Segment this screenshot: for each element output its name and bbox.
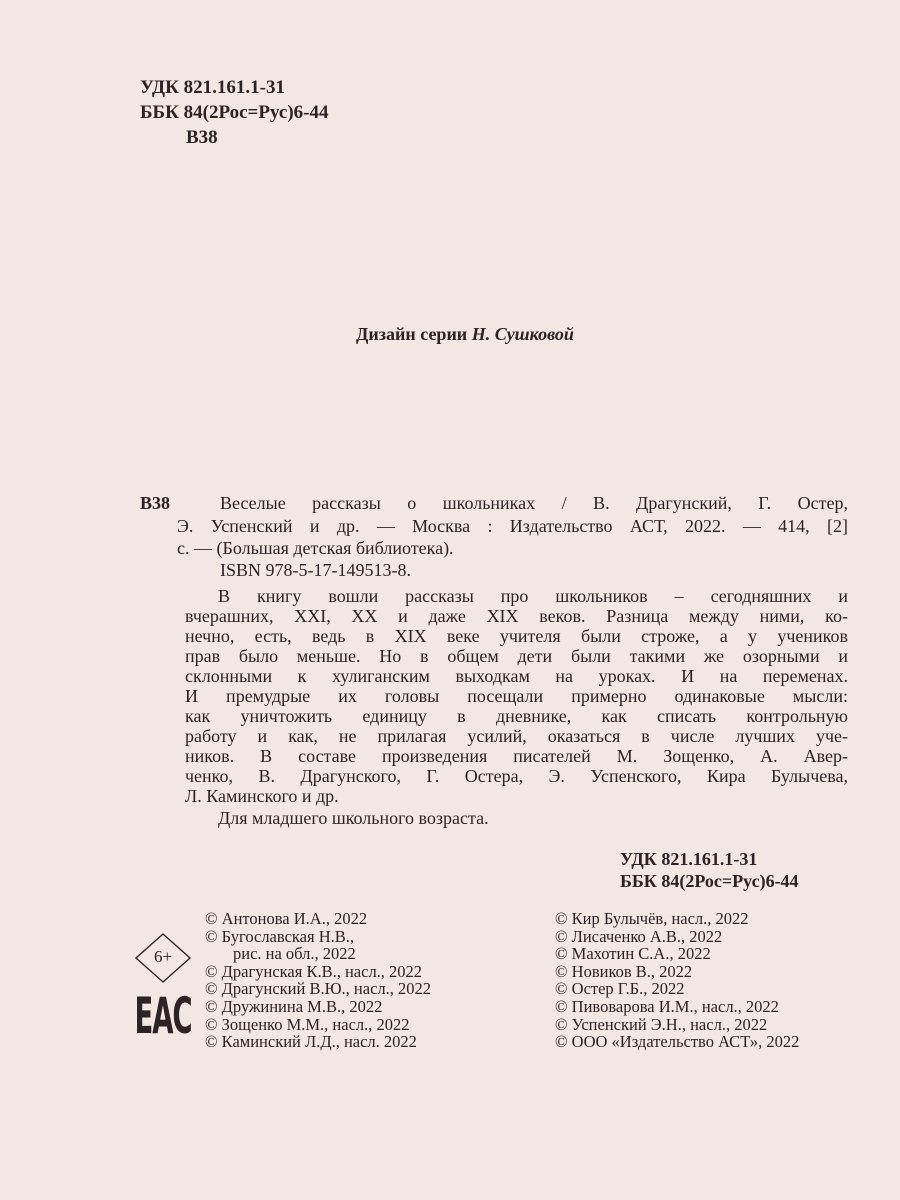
- copyright-line: © Махотин С.А., 2022: [555, 944, 711, 964]
- annotation-line: вчерашних, XXI, XX и даже XIX веков. Разница между ними, ко-: [185, 606, 848, 626]
- annotation-line: прав было меньше. Но в общем дети были такими же озорными и: [185, 646, 848, 666]
- copyright-line: © Драгунский В.Ю., насл., 2022: [205, 979, 432, 999]
- isbn: ISBN 978-5-17-149513-8.: [220, 560, 411, 580]
- copyright-line: © Остер Г.Б., 2022: [555, 979, 685, 999]
- udk-code: УДК 821.161.1-31: [140, 77, 285, 98]
- design-label: Дизайн серии: [356, 324, 468, 344]
- bibliographic-record: [177, 492, 848, 560]
- age-rating-text: 6+: [153, 947, 173, 966]
- annotation-line: ченко, В. Драгунского, Г. Остера, Э. Успенского, Кира Булычева,: [185, 766, 848, 786]
- biblio-line: Э. Успенский и др. — Москва : Издательство АСТ, 2022. — 414, [2]: [177, 515, 848, 536]
- footer-index: [620, 848, 799, 892]
- copyright-line: © Новиков В., 2022: [555, 961, 693, 981]
- designer-name: Н. Сушковой: [471, 324, 574, 344]
- copyright-line: © Лисаченко А.В., 2022: [555, 926, 723, 946]
- annotation-line: ников. В составе произведения писателей М. Зощенко, А. Авер-: [185, 746, 848, 766]
- annotation-line: как уничтожить единицу в дневнике, как списать контрольную: [185, 706, 848, 726]
- copyright-line: © Зощенко М.М., насл., 2022: [205, 1014, 410, 1034]
- annotation-line: Л. Каминского и др.: [185, 786, 339, 806]
- biblio-line: Веселые рассказы о школьниках / В. Драгунский, Г. Остер,: [220, 493, 848, 513]
- copyrights-left: [205, 910, 431, 1051]
- copyright-line: © Кир Булычёв, насл., 2022: [555, 909, 749, 928]
- copyright-line: © ООО «Издательство АСТ», 2022: [555, 1032, 800, 1052]
- biblio-line: с. — (Большая детская библиотека).: [177, 538, 454, 558]
- copyrights-right: [555, 910, 799, 1051]
- annotation-line: В книгу вошли рассказы про школьников – сегодняшних и: [218, 586, 848, 606]
- annotation-line: нечно, есть, ведь в XIX веке учителя были строже, а у учеников: [185, 626, 848, 646]
- author-mark: В38: [186, 127, 218, 148]
- series-design-credit: [356, 324, 574, 345]
- copyright-line: © Успенский Э.Н., насл., 2022: [555, 1014, 768, 1034]
- copyright-line: рис. на обл., 2022: [233, 944, 356, 964]
- bibliography-code: В38: [140, 493, 171, 513]
- copyright-line: © Пивоварова И.М., насл., 2022: [555, 996, 779, 1016]
- bbk-code: ББК 84(2Рос=Рус)6-44: [140, 102, 329, 123]
- annotation-line: И премудрые их головы посещали примерно одинаковые мысли:: [185, 686, 848, 706]
- age-rating-badge: [133, 932, 193, 984]
- copyright-line: © Бугославская Н.В.,: [205, 926, 354, 946]
- annotation-line: работу и как, не прилагая усилий, оказаться в числе лучших уче-: [185, 726, 848, 746]
- copyright-line: © Драгунская К.В., насл., 2022: [205, 961, 423, 981]
- footer-bbk: ББК 84(2Рос=Рус)6-44: [620, 871, 799, 891]
- audience-note: Для младшего школьного возраста.: [218, 808, 489, 828]
- eac-logo: [133, 987, 193, 1045]
- footer-udk: УДК 821.161.1-31: [620, 849, 758, 869]
- copyright-line: © Каминский Л.Д., насл. 2022: [205, 1032, 417, 1052]
- copyright-line: © Антонова И.А., 2022: [205, 909, 368, 928]
- eac-mark-text: ЕАС: [134, 987, 192, 1045]
- annotation-line: склонными к хулиганским выходкам на уроках. И на переменах.: [185, 666, 848, 686]
- annotation: [185, 586, 848, 806]
- copyright-line: © Дружинина М.В., 2022: [205, 996, 383, 1016]
